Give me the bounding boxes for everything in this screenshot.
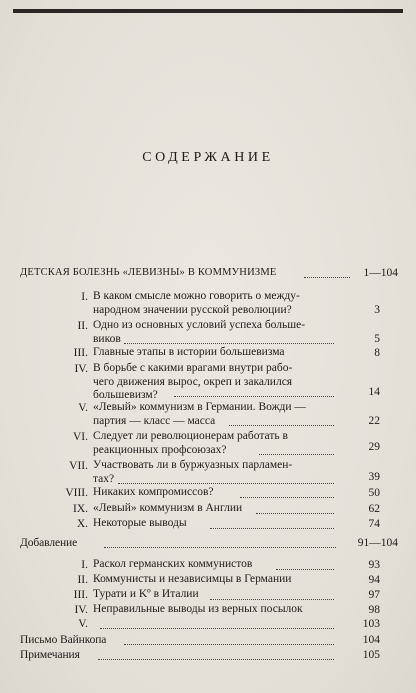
chapter-page: 74	[368, 518, 380, 530]
chapter-leader	[124, 343, 334, 344]
chapter-number: III.	[73, 347, 88, 359]
chapter-page: 62	[368, 503, 380, 515]
notes-title: Примечания	[20, 649, 80, 661]
appendix-item-number: IV.	[74, 604, 88, 616]
letter-title: Письмо Вайнкопа	[20, 634, 107, 646]
chapter-leader	[174, 396, 334, 397]
chapter-page: 14	[368, 386, 380, 398]
chapter-leader	[259, 454, 334, 455]
notes-leader	[98, 659, 334, 660]
chapter-leader	[256, 513, 334, 514]
chapter-page: 22	[368, 415, 380, 427]
appendix-pages: 91—104	[357, 537, 398, 549]
chapter-number: VIII.	[65, 487, 88, 499]
appendix-item-number: II.	[77, 574, 88, 586]
chapter-page: 39	[368, 471, 380, 483]
chapter-leader	[229, 425, 334, 426]
chapter-title: Участвовать ли в буржуазных парламен- тах?	[93, 459, 293, 485]
letter-page: 104	[362, 634, 380, 646]
chapter-title: В борьбе с какими врагами внутри рабо- чего движения вырос, окреп и закалился большевизм?	[93, 362, 293, 402]
appendix-item-page: 103	[362, 618, 380, 630]
chapter-title: В каком смысле можно говорить о между- народном значении русской революции?	[93, 290, 300, 316]
letter-leader	[124, 644, 334, 645]
chapter-page: 3	[374, 304, 380, 316]
chapter-number: I.	[81, 291, 88, 303]
chapter-leader	[210, 528, 334, 529]
appendix-item-leader	[210, 599, 334, 600]
chapter-page: 50	[368, 487, 380, 499]
main-entry-pages: 1—104	[363, 267, 398, 279]
appendix-item-page: 93	[368, 559, 380, 571]
chapter-leader	[240, 497, 334, 498]
chapter-number: IX.	[72, 503, 88, 515]
top-rule	[13, 9, 403, 13]
chapter-number: II.	[77, 320, 88, 332]
appendix-item-number: I.	[81, 559, 88, 571]
appendix-item-page: 94	[368, 574, 380, 586]
appendix-item-title: Раскол германских коммунистов	[93, 558, 253, 570]
chapter-title: «Левый» коммунизм в Германии. Вожди — партия — класс — масса	[93, 401, 306, 427]
appendix-item-page: 97	[368, 589, 380, 601]
chapter-number: X.	[76, 518, 88, 530]
appendix-item-number: V.	[78, 618, 88, 630]
appendix-item-number: III.	[73, 589, 88, 601]
chapter-title: Главные этапы в истории большевизма	[93, 346, 285, 358]
chapter-number: VI.	[72, 431, 88, 443]
appendix-item-title: Коммунисты и независимцы в Германии	[93, 573, 292, 585]
main-entry-title: ДЕТСКАЯ БОЛЕЗНЬ «ЛЕВИЗНЫ» В КОММУНИЗМЕ	[20, 267, 277, 278]
chapter-number: VII.	[69, 460, 88, 472]
appendix-item-leader	[276, 569, 334, 570]
chapter-number: IV.	[74, 363, 88, 375]
appendix-item-title: Неправильные выводы из верных посылок	[93, 603, 303, 615]
appendix-item-page: 98	[368, 604, 380, 616]
notes-page: 105	[362, 649, 380, 661]
chapter-page: 5	[374, 333, 380, 345]
chapter-title: Следует ли революционерам работать в реакционных профсоюзах?	[93, 430, 288, 456]
appendix-title: Добавление	[20, 537, 78, 549]
appendix-item-title: Турати и Kº в Италии	[93, 588, 199, 600]
main-entry-leader	[304, 277, 350, 278]
chapter-title: Некоторые выводы	[93, 517, 187, 529]
page-title: СОДЕРЖАНИЕ	[142, 150, 274, 165]
chapter-title: Одно из основных условий успеха больше- виков	[93, 319, 306, 345]
chapter-title: Никаких компромиссов?	[93, 486, 214, 498]
chapter-title: «Левый» коммунизм в Англии	[93, 502, 243, 514]
appendix-leader	[104, 547, 336, 548]
chapter-leader	[118, 483, 334, 484]
chapter-page: 8	[374, 347, 380, 359]
appendix-item-leader	[100, 628, 334, 629]
chapter-number: V.	[78, 402, 88, 414]
chapter-page: 29	[368, 441, 380, 453]
